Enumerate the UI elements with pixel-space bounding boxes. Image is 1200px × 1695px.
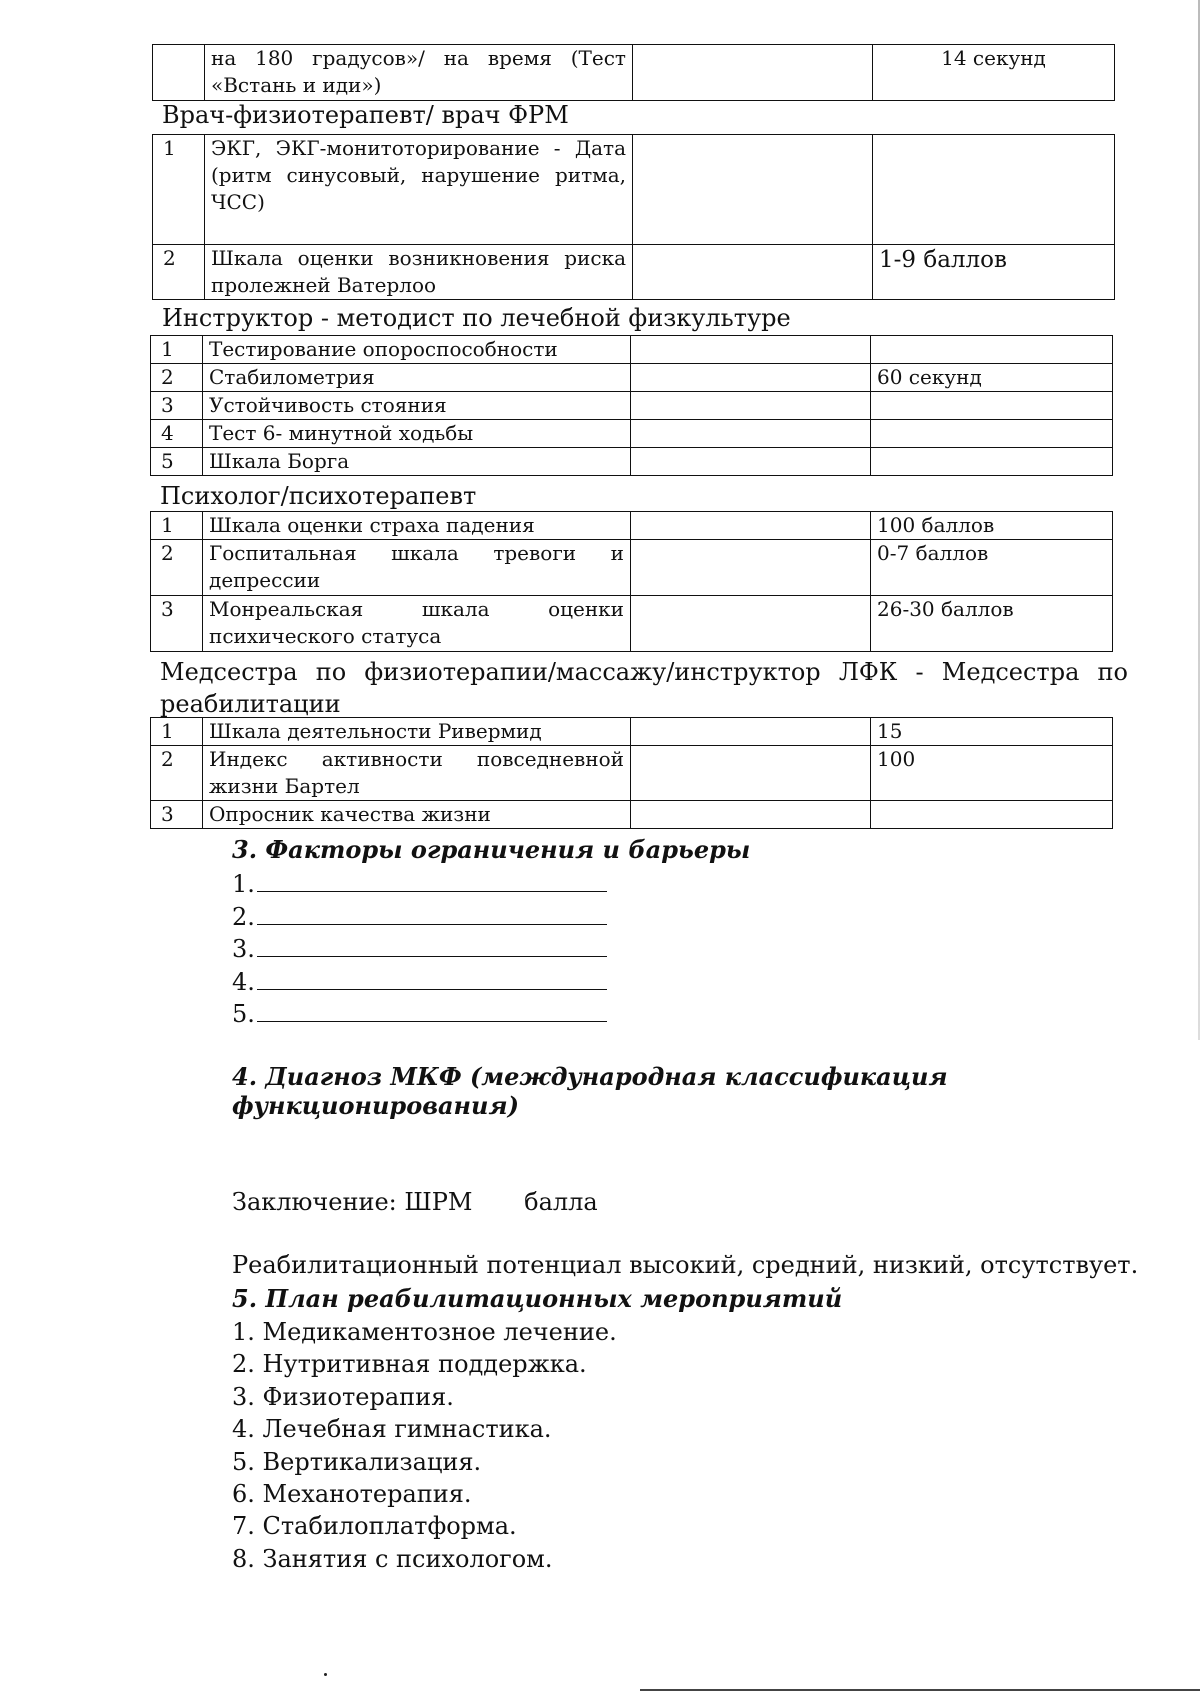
table-row (153, 245, 1115, 300)
row-norm-cell: 14 секунд (873, 45, 1115, 101)
list-item: 7. Стабилоплатформа. (232, 1512, 517, 1541)
row-text: Устойчивость стояния (203, 392, 631, 420)
row-number: 5 (151, 448, 203, 476)
row-number (153, 45, 205, 101)
psych-table (150, 511, 1113, 652)
row-text (205, 45, 633, 101)
row-text-line2: психического статуса (209, 624, 442, 648)
row-norm-cell (871, 448, 1113, 476)
list-item-number: 3. (232, 935, 255, 963)
row-text: Шкала Борга (203, 448, 631, 476)
row-number: 2 (151, 746, 203, 801)
list-item: 1. Медикаментозное лечение. (232, 1318, 617, 1346)
row-norm-cell: 0-7 баллов (871, 540, 1113, 596)
row-text-line3: ЧСС) (211, 190, 265, 214)
section3-title: 3. Факторы ограничения и барьеры (232, 835, 751, 864)
table-row (153, 45, 1115, 101)
row-result-cell (631, 448, 871, 476)
row-number: 3 (151, 392, 203, 420)
nurse-heading-line1: Медсестра по физиотерапии/массажу/инструктор ЛФК - Медсестра по (160, 658, 1128, 686)
row-text-line1: Индекс активности повседневной (209, 747, 624, 771)
section5-title: 5. План реабилитационных мероприятий (232, 1284, 843, 1313)
row-result-cell (631, 392, 871, 420)
row-number: 1 (151, 512, 203, 540)
physio-table (152, 134, 1115, 300)
table-row (151, 596, 1113, 652)
conclusion-line (232, 1188, 598, 1216)
row-text: Шкала деятельности Ривермид (203, 718, 631, 746)
row-result-cell (631, 746, 871, 801)
row-text-line2: депрессии (209, 568, 321, 592)
section4-title: 4. Диагноз МКФ (международная классификация функционирования) (232, 1062, 948, 1120)
row-result-cell (633, 245, 873, 300)
row-text: Тестирование опороспособности (203, 336, 631, 364)
list-item (232, 966, 607, 999)
conclusion-label: Заключение: ШРМ (232, 1188, 473, 1216)
psych-heading: Психолог/психотерапевт (160, 482, 477, 510)
list-item: 4. Лечебная гимнастика. (232, 1415, 552, 1444)
list-item-number: 4. (232, 967, 255, 996)
table-row (151, 718, 1113, 746)
table-row (151, 392, 1113, 420)
physio-heading: Врач-физиотерапевт/ врач ФРМ (162, 101, 569, 129)
row-norm-cell: 100 баллов (871, 512, 1113, 540)
row-text-line2: (ритм синусовый, нарушение ритма, (211, 163, 626, 187)
row-text-line1: на 180 градусов»/ на время (Тест (211, 46, 626, 70)
row-result-cell (631, 596, 871, 652)
row-norm-cell: 26-30 баллов (871, 596, 1113, 652)
table-row (153, 135, 1115, 245)
conclusion-unit: балла (524, 1188, 598, 1216)
row-norm-cell (871, 420, 1113, 448)
table-row (151, 448, 1113, 476)
row-number: 2 (151, 364, 203, 392)
table-row (151, 540, 1113, 596)
table-row (151, 420, 1113, 448)
list-item (232, 901, 607, 934)
row-text (203, 746, 631, 801)
row-text-line1: ЭКГ, ЭКГ-монитоторирование - Дата (211, 136, 626, 160)
row-number: 2 (153, 245, 205, 300)
row-norm-cell: 100 (871, 746, 1113, 801)
row-result-cell (631, 420, 871, 448)
blank-line (257, 999, 607, 1022)
list-item (232, 933, 607, 966)
instructor-table (150, 335, 1113, 476)
row-result-cell (631, 512, 871, 540)
row-number: 3 (151, 801, 203, 829)
row-result-cell (631, 336, 871, 364)
table-row (151, 801, 1113, 829)
row-norm-cell: 15 (871, 718, 1113, 746)
row-norm-cell (871, 392, 1113, 420)
row-result-cell (631, 540, 871, 596)
row-text (205, 245, 633, 300)
row-text: Шкала оценки страха падения (203, 512, 631, 540)
nurse-heading-line2: реабилитации (160, 690, 341, 718)
row-text: Тест 6- минутной ходьбы (203, 420, 631, 448)
list-item: 6. Механотерапия. (232, 1480, 472, 1509)
row-text-line1: Госпитальная шкала тревоги и (209, 541, 624, 565)
blank-line (257, 934, 607, 957)
table-row (151, 364, 1113, 392)
row-text-line2: «Встань и иди») (211, 73, 382, 97)
row-result-cell (631, 801, 871, 829)
row-result-cell (631, 364, 871, 392)
row-text-line1: Монреальская шкала оценки (209, 597, 624, 621)
list-item: 8. Занятия с психологом. (232, 1544, 553, 1573)
row-norm-cell (871, 801, 1113, 829)
row-text (205, 135, 633, 245)
blank-line (257, 869, 607, 892)
list-item: 3. Физиотерапия. (232, 1382, 454, 1411)
row-number: 1 (151, 336, 203, 364)
row-norm-cell: 1-9 баллов (873, 245, 1115, 300)
plan-list (232, 1316, 617, 1575)
row-text-line1: Шкала оценки возникновения риска (211, 246, 626, 270)
row-number: 3 (151, 596, 203, 652)
row-text: Опросник качества жизни (203, 801, 631, 829)
row-result-cell (631, 718, 871, 746)
test-table-continuation (152, 44, 1115, 101)
blank-line (257, 902, 607, 925)
blank-line (257, 967, 607, 990)
row-number: 1 (153, 135, 205, 245)
rehab-potential: Реабилитационный потенциал высокий, средний, низкий, отсутствует. (232, 1251, 1139, 1279)
row-result-cell (633, 45, 873, 101)
table-row (151, 746, 1113, 801)
nurse-table (150, 717, 1113, 829)
row-result-cell (633, 135, 873, 245)
row-norm-cell (871, 336, 1113, 364)
row-norm-cell (873, 135, 1115, 245)
row-text (203, 596, 631, 652)
row-norm-cell: 60 секунд (871, 364, 1113, 392)
table-row (151, 512, 1113, 540)
row-text (203, 540, 631, 596)
row-number: 4 (151, 420, 203, 448)
list-item-number: 2. (232, 902, 255, 931)
list-item-number: 5. (232, 1000, 255, 1028)
row-number: 1 (151, 718, 203, 746)
list-item-number: 1. (232, 870, 255, 898)
section3-list (232, 868, 607, 1031)
row-text: Стабилометрия (203, 364, 631, 392)
list-item (232, 868, 607, 901)
row-text-line2: жизни Бартел (209, 774, 360, 798)
list-item: 2. Нутритивная поддержка. (232, 1350, 587, 1379)
scan-bottom-line (640, 1689, 1200, 1691)
table-row (151, 336, 1113, 364)
list-item (232, 998, 607, 1031)
nurse-heading (160, 656, 1128, 720)
instructor-heading: Инструктор - методист по лечебной физкультуре (162, 304, 791, 332)
list-item: 5. Вертикализация. (232, 1447, 482, 1476)
row-number: 2 (151, 540, 203, 596)
scan-speck (324, 1673, 327, 1676)
row-text-line2: пролежней Ватерлоо (211, 273, 437, 297)
